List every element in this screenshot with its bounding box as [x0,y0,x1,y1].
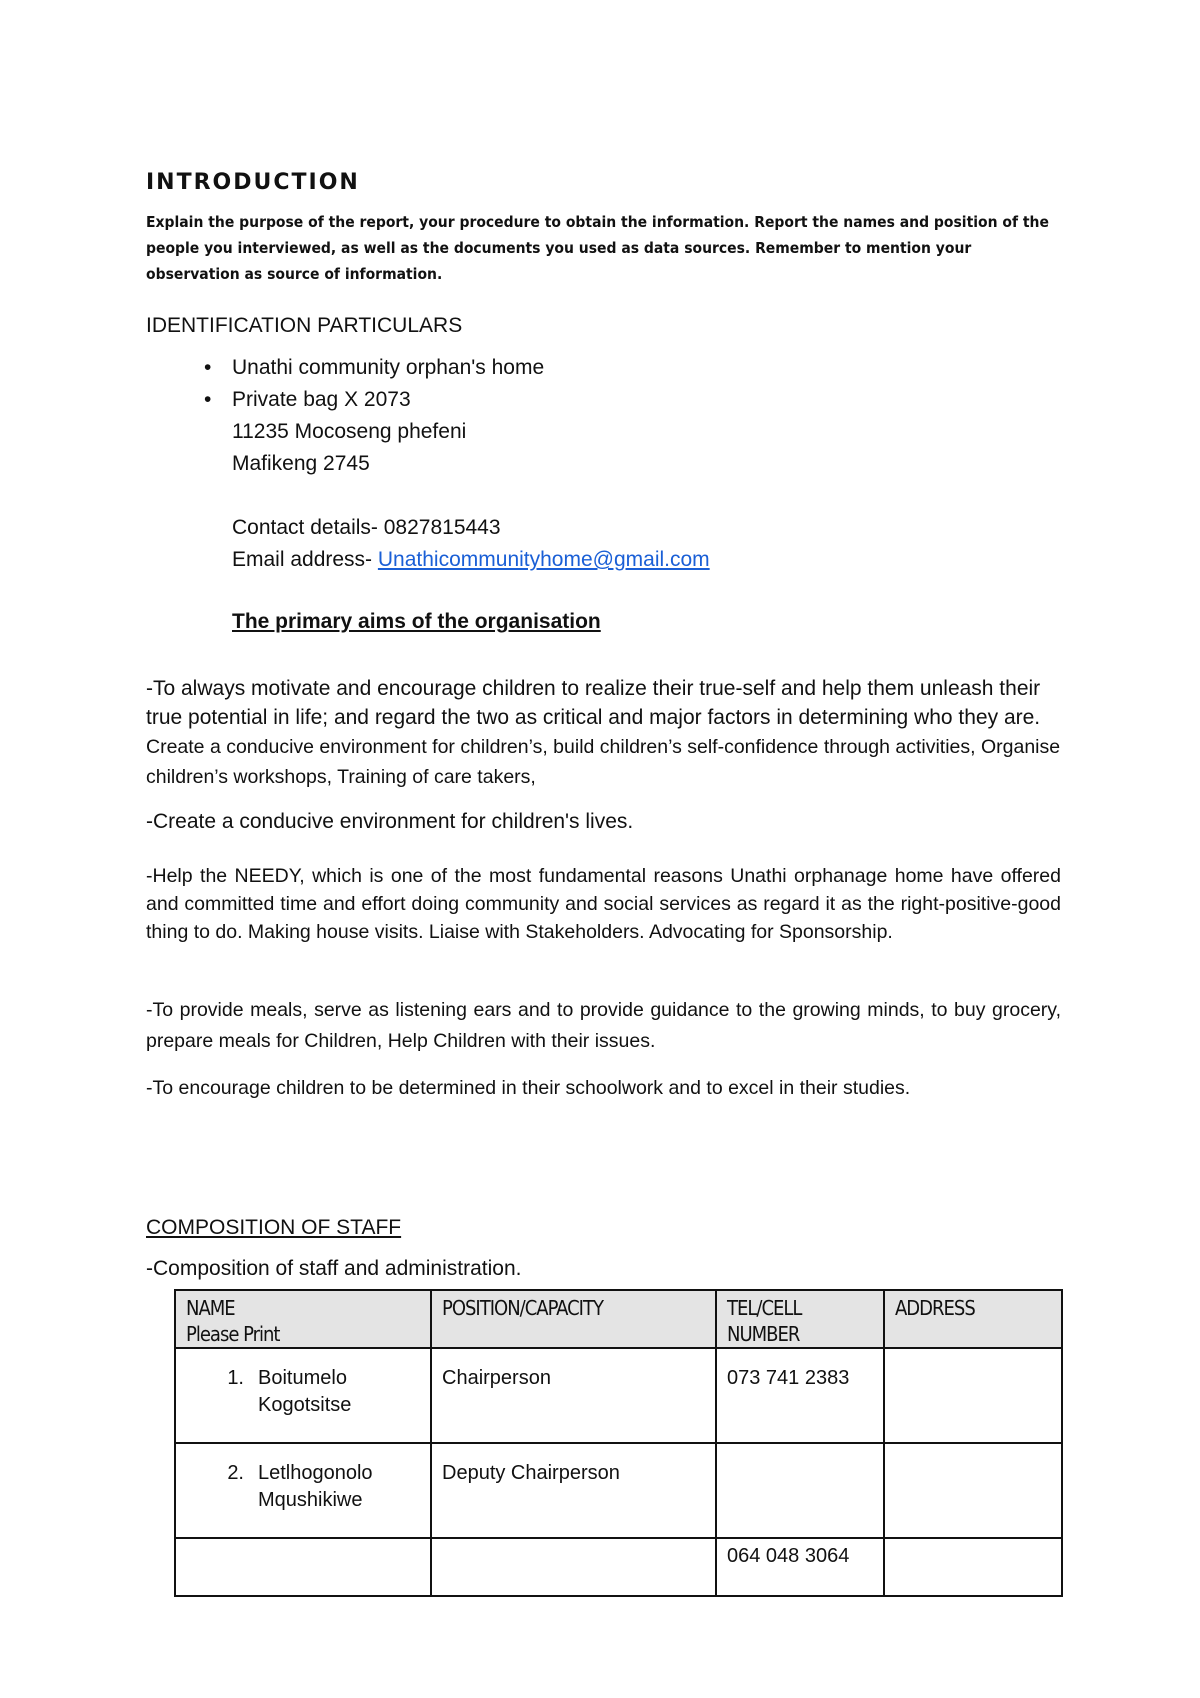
address-line: 11235 Mocoseng phefeni [232,420,467,443]
contact-number: 0827815443 [383,516,501,539]
aims-paragraph-1-main: -To always motivate and encourage children to realize their true-self and help them unleash their true potential in life; and regard the two as critical and major factors in determining who they are. [146,677,1041,729]
bullet-icon: • [204,356,212,379]
row-number: 2. [227,1462,244,1484]
list-item [176,384,710,416]
bullet-icon: • [204,388,212,411]
table-row [175,1348,1062,1443]
staff-subheading: -Composition of staff and administration. [146,1257,522,1280]
cell-name [175,1538,431,1596]
column-header-position: POSITION/CAPACITY [431,1290,716,1348]
cell-tel: 064 048 3064 [716,1538,884,1596]
cell-position: Deputy Chairperson [431,1443,716,1538]
cell-position [431,1538,716,1596]
contact-details [176,512,710,544]
postal-address: Private bag X 2073 [232,388,411,411]
aims-paragraph-2: -Create a conducive environment for children's lives. [146,810,634,833]
cell-position: Chairperson [431,1348,716,1443]
staff-table [174,1289,1063,1597]
aims-heading: The primary aims of the organisation [232,610,601,633]
aims-paragraph-4: -To provide meals, serve as listening ears and to provide guidance to the growing minds, to buy grocery, prepare meals for Children, Help Children with their issues. [146,999,1061,1052]
staff-heading: COMPOSITION OF STAFF [146,1216,402,1239]
cell-tel: 073 741 2383 [716,1348,884,1443]
email-link[interactable]: Unathicommunityhome@gmail.com [377,548,710,571]
cell-name: 1. Boitumelo Kogotsitse [175,1348,431,1443]
row-number: 1. [227,1367,244,1389]
aims-paragraph-5: -To encourage children to be determined in their schoolwork and to excel in their studies. [146,1077,911,1099]
cell-address [884,1348,1062,1443]
aims-paragraph-3: -Help the NEEDY, which is one of the most fundamental reasons Unathi orphanage home have offered and committed time and effort doing community and social services as regard it as the right-positive-good thing to do. Making house visits. Liaise with Stakeholders. Advocating for Sponsorship. [146,865,1061,943]
table-header-row [175,1290,1062,1348]
cell-address [884,1443,1062,1538]
contact-label: Contact details- [232,516,384,539]
email-address [176,544,710,576]
introduction-instructions: Explain the purpose of the report, your procedure to obtain the information. Report the names and position of the people you interviewed, as well as the documents you used as data sources. Remember to mention your observation as source of information. [146,213,1049,283]
cell-tel [716,1443,884,1538]
column-header-address: ADDRESS [884,1290,1062,1348]
list-item [176,352,710,384]
cell-name: 2. Letlhogonolo Mqushikiwe [175,1443,431,1538]
email-label: Email address- [232,548,378,571]
table-row [175,1443,1062,1538]
column-header-name: NAME Please Print [175,1290,431,1348]
table-row [175,1538,1062,1596]
column-header-tel: TEL/CELL NUMBER [716,1290,884,1348]
address-line: Mafikeng 2745 [232,452,370,475]
identification-list [176,352,710,576]
identification-heading: IDENTIFICATION PARTICULARS [146,314,463,337]
aims-paragraph-1-tail: Create a conducive environment for children’s, build children’s self-confidence through activities, Organise children’s workshops, Training of care takers, [146,736,1061,788]
aims-paragraph-1 [146,674,1061,792]
organisation-name: Unathi community orphan's home [232,356,545,379]
cell-address [884,1538,1062,1596]
introduction-heading: INTRODUCTION [146,170,360,195]
